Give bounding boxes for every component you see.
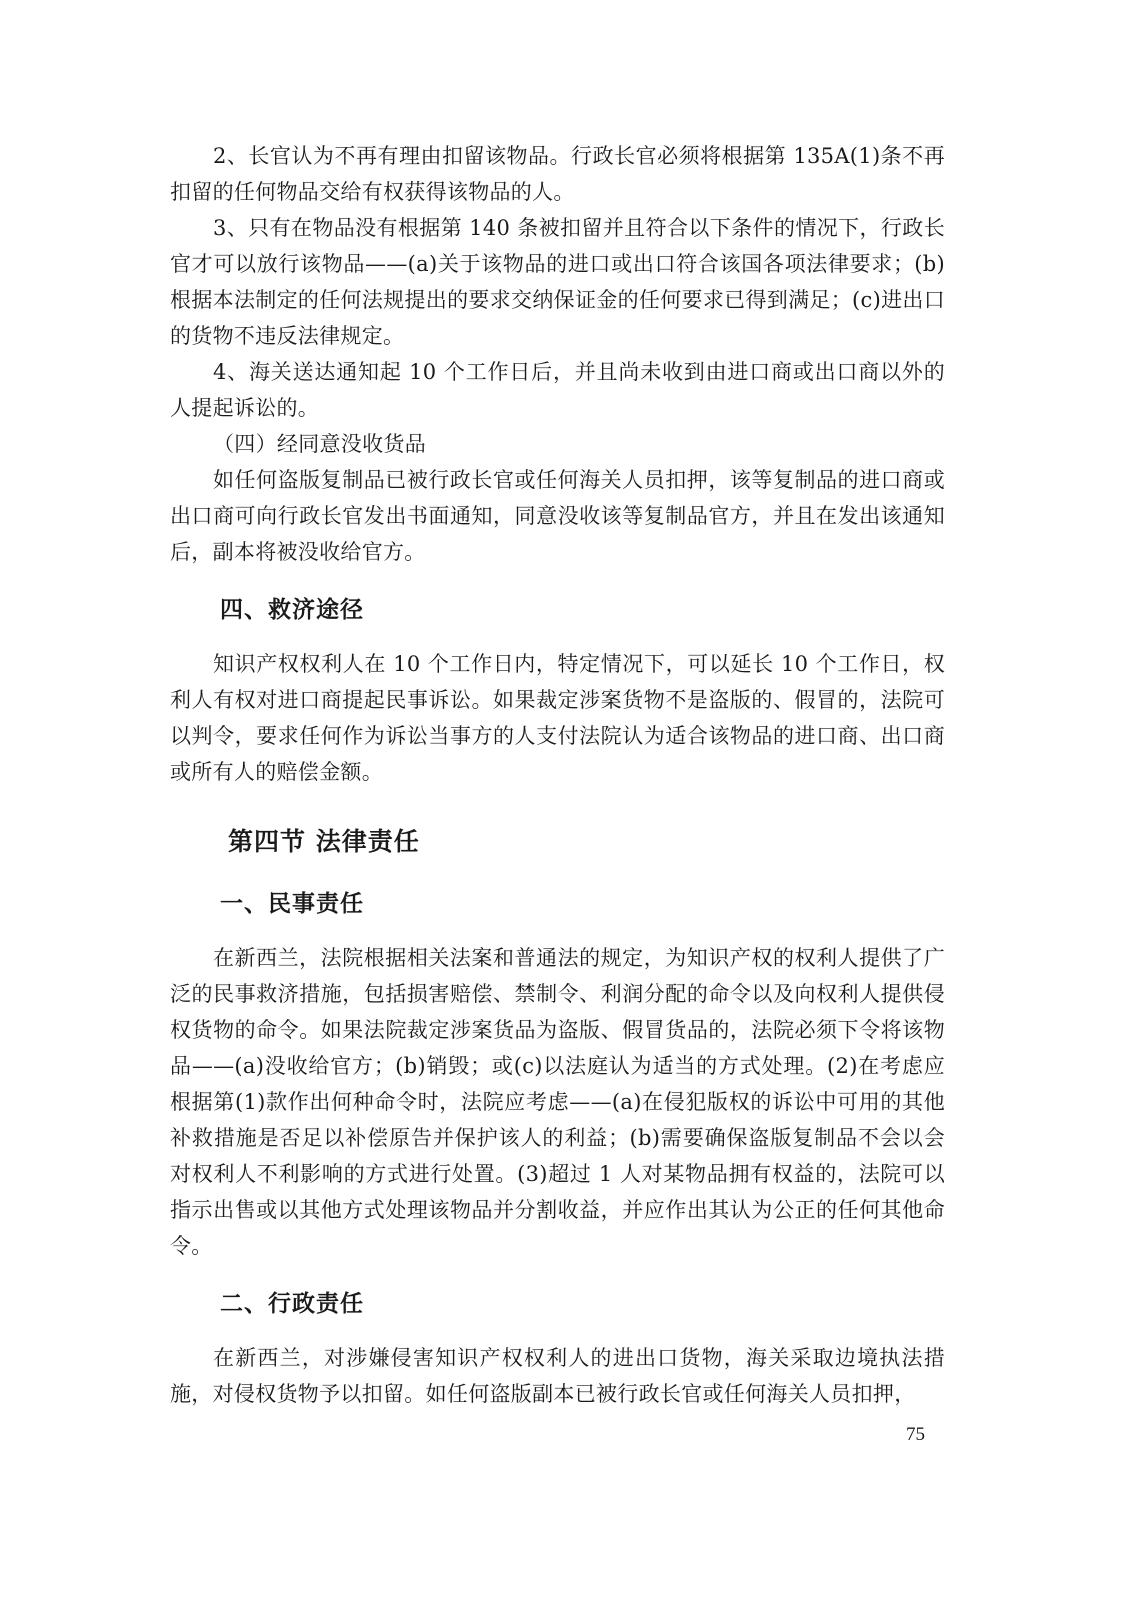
subheading-consent-forfeiture: （四）经同意没收货品 (213, 432, 426, 456)
page-number: 75 (906, 1424, 925, 1445)
chapter-heading-legal-liability: 第四节 法律责任 (228, 827, 420, 856)
heading-administrative-liability: 二、行政责任 (220, 1291, 364, 1317)
page-body (170, 138, 945, 1412)
paragraph-administrative-liability: 在新西兰，对涉嫌侵害知识产权权利人的进出口货物，海关采取边境执法措施，对侵权货物予以扣留。如任何盗版副本已被行政长官或任何海关人员扣押， (170, 1346, 945, 1406)
paragraph-civil-liability: 在新西兰，法院根据相关法案和普通法的规定，为知识产权的权利人提供了广泛的民事救济措施，包括损害赔偿、禁制令、利润分配的命令以及向权利人提供侵权货物的命令。如果法院裁定涉案货品为盗版、假冒货品的，法院必须下令将该物品——(a)没收给官方；(b)销毁；或(c)以法庭认为适当的方式处理。(2)在考虑应根据第(1)款作出何种命令时，法院应考虑——(a)在侵犯版权的诉讼中可用的其他补救措施是否足以补偿原告并保护该人的利益；(b)需要确保盗版复制品不会以会对权利人不利影响的方式进行处置。(3)超过 1 人对某物品拥有权益的，法院可以指示出售或以其他方式处理该物品并分割收益，并应作出其认为公正的任何其他命令。 (170, 946, 945, 1258)
paragraph-item-4: 4、海关送达通知起 10 个工作日后，并且尚未收到由进口商或出口商以外的人提起诉讼的。 (170, 360, 945, 420)
heading-civil-liability: 一、民事责任 (220, 891, 364, 917)
paragraph-consent-forfeiture: 如任何盗版复制品已被行政长官或任何海关人员扣押，该等复制品的进口商或出口商可向行政长官发出书面通知，同意没收该等复制品官方，并且在发出该通知后，副本将被没收给官方。 (170, 468, 945, 564)
paragraph-remedies: 知识产权权利人在 10 个工作日内，特定情况下，可以延长 10 个工作日，权利人有权对进口商提起民事诉讼。如果裁定涉案货物不是盗版的、假冒的，法院可以判令，要求任何作为诉讼当事方的人支付法院认为适合该物品的进口商、出口商或所有人的赔偿金额。 (170, 652, 945, 784)
paragraph-item-2: 2、长官认为不再有理由扣留该物品。行政长官必须将根据第 135A(1)条不再扣留的任何物品交给有权获得该物品的人。 (170, 144, 945, 204)
heading-remedies: 四、救济途径 (220, 597, 364, 623)
paragraph-item-3: 3、只有在物品没有根据第 140 条被扣留并且符合以下条件的情况下，行政长官才可以放行该物品——(a)关于该物品的进口或出口符合该国各项法律要求；(b)根据本法制定的任何法规提出的要求交纳保证金的任何要求已得到满足；(c)进出口的货物不违反法律规定。 (170, 216, 945, 348)
